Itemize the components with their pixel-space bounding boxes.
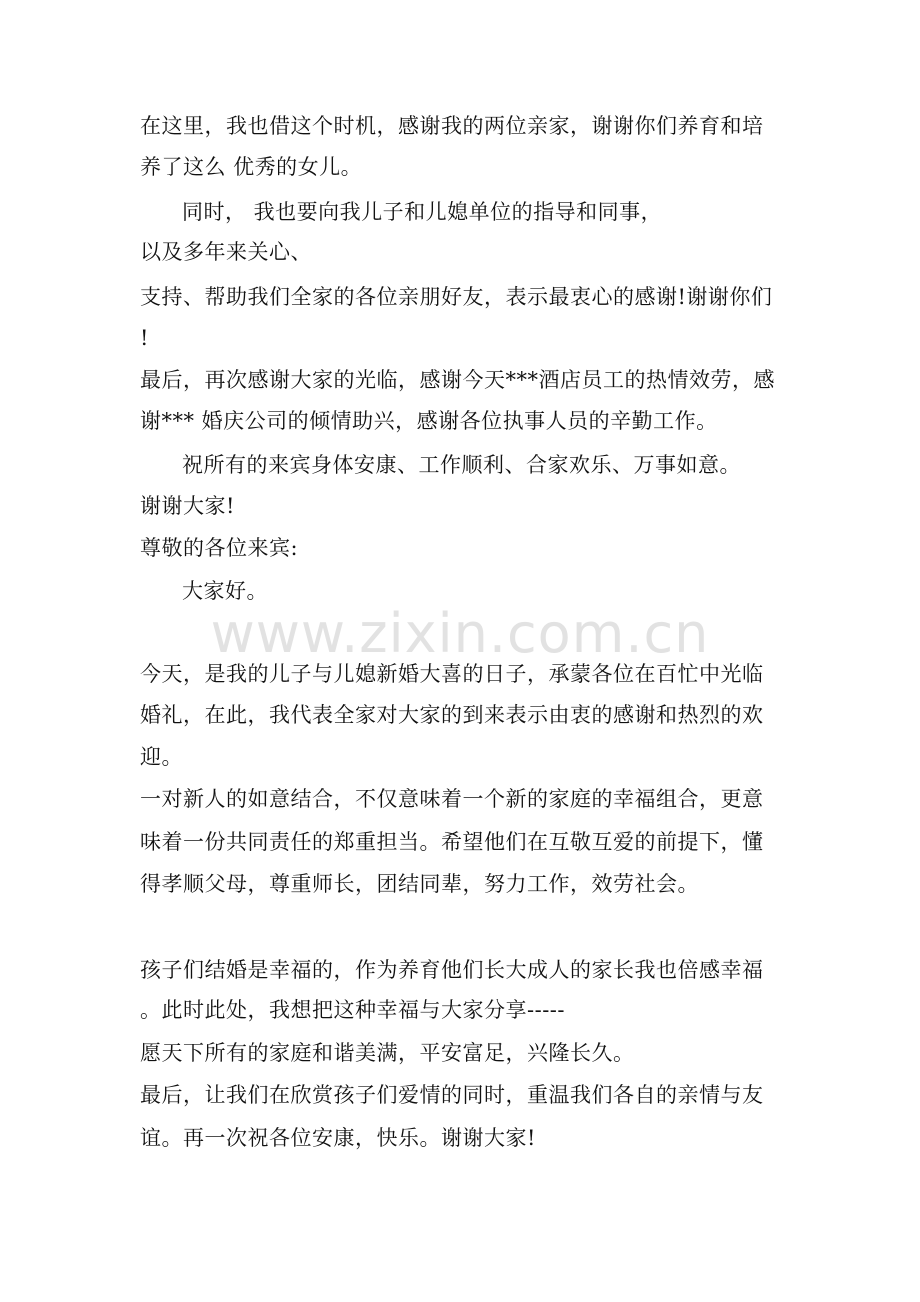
- paragraph-line: 孩子们结婚是幸福的，作为养育他们长大成人的家长我也倍感幸福: [140, 958, 764, 982]
- paragraph-line: 味着一份共同责任的郑重担当。希望他们在互敬互爱的前提下，懂: [140, 830, 764, 854]
- paragraph-line: 最后，再次感谢大家的光临，感谢今天***酒店员工的热情效劳，感: [140, 368, 775, 392]
- paragraph-line: 养了这么 优秀的女儿。: [140, 155, 363, 179]
- paragraph-line: 愿天下所有的家庭和谐美满，平安富足，兴隆长久。: [140, 1041, 635, 1065]
- watermark-text: www.zixin.com.cn: [210, 602, 710, 665]
- paragraph-line: 尊敬的各位来宾:: [140, 536, 299, 560]
- paragraph-line: 。此时此处，我想把这种幸福与大家分享-----: [140, 998, 565, 1022]
- paragraph-line: 谊。再一次祝各位安康，快乐。谢谢大家!: [140, 1126, 536, 1150]
- paragraph-line: 得孝顺父母，尊重师长，团结同辈，努力工作，效劳社会。: [140, 872, 699, 896]
- paragraph-line: 迎。: [140, 745, 183, 769]
- paragraph-line: 同时， 我也要向我儿子和儿媳单位的指导和同事，: [182, 200, 663, 224]
- paragraph-line: 谢*** 婚庆公司的倾情助兴，感谢各位执事人员的辛勤工作。: [140, 409, 718, 433]
- paragraph-line: 祝所有的来宾身体安康、工作顺利、合家欢乐、万事如意。: [182, 453, 741, 477]
- paragraph-line: 以及多年来关心、: [140, 240, 312, 264]
- paragraph-line: 最后，让我们在欣赏孩子们爱情的同时，重温我们各自的亲情与友: [140, 1083, 764, 1107]
- paragraph-line: 大家好。: [182, 579, 268, 603]
- paragraph-line: 婚礼，在此，我代表全家对大家的到来表示由衷的感谢和热烈的欢: [140, 703, 764, 727]
- paragraph-line: 一对新人的如意结合，不仅意味着一个新的家庭的幸福组合，更意: [140, 787, 764, 811]
- paragraph-line: !: [140, 326, 149, 350]
- paragraph-line: 今天，是我的儿子与儿媳新婚大喜的日子，承蒙各位在百忙中光临: [140, 662, 764, 686]
- paragraph-line: 在这里，我也借这个时机，感谢我的两位亲家，谢谢你们养育和培: [140, 114, 764, 138]
- paragraph-line: 支持、帮助我们全家的各位亲朋好友，表示最衷心的感谢!谢谢你们: [140, 285, 773, 309]
- paragraph-line: 谢谢大家!: [140, 494, 235, 518]
